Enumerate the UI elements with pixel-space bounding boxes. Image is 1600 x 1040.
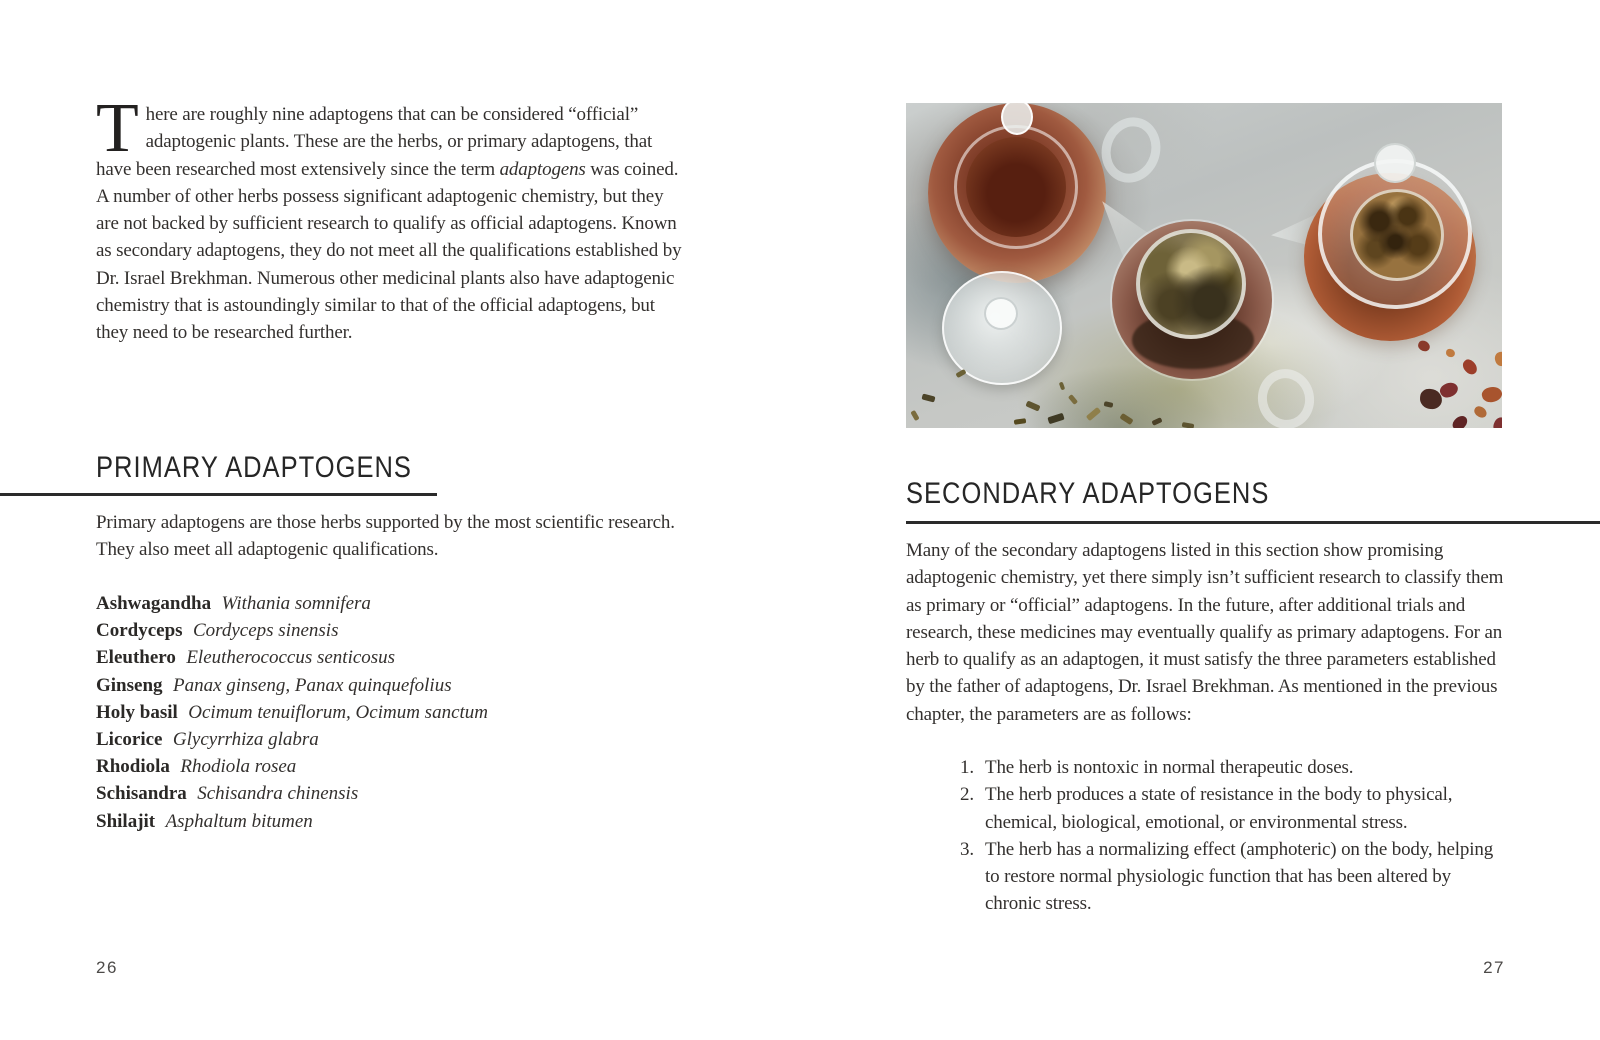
parameter-text: The herb has a normalizing effect (amphoteric) on the body, helping to restore normal physiologic function that has been altered by chronic stress.	[985, 838, 1494, 915]
rose-petal	[1460, 357, 1480, 377]
herb-scatter	[1059, 382, 1065, 391]
list-item	[96, 590, 686, 617]
rose-petal	[1492, 416, 1502, 428]
herb-name: Ashwagandha	[96, 593, 212, 614]
herb-name: Ginseng	[96, 674, 163, 696]
herb-latin-name: Rhodiola rosea	[180, 756, 297, 778]
primary-section-intro: Primary adaptogens are those herbs supported by the most scientific research. They also meet all adaptogenic qualifications.	[96, 512, 675, 561]
herb-name: Holy basil	[96, 701, 178, 723]
teapot-left-tea	[966, 137, 1066, 237]
herb-scatter	[1119, 413, 1133, 425]
teapot-right-knob	[1374, 143, 1416, 183]
rose-petal	[1472, 405, 1488, 420]
herb-name: Schisandra	[96, 783, 187, 805]
herb-latin-name: Withania somnifera	[221, 593, 371, 614]
herb-scatter	[1104, 401, 1114, 408]
parameter-text: The herb is nontoxic in normal therapeutic doses.	[985, 757, 1354, 778]
primary-herb-list	[96, 590, 686, 835]
page-number-left: 26	[96, 958, 118, 977]
teapots-photo	[906, 103, 1502, 428]
rose-petal	[1493, 350, 1502, 367]
teapot-center-handle	[1252, 364, 1319, 428]
herb-latin-name: Panax ginseng, Panax quinquefolius	[172, 674, 452, 696]
parameters-list	[906, 754, 1506, 918]
herb-latin-name: Eleutherococcus senticosus	[186, 647, 396, 669]
glass-lid-knob	[984, 297, 1018, 330]
herb-scatter	[1047, 413, 1064, 425]
list-item	[96, 808, 686, 835]
herb-scatter	[1086, 407, 1101, 421]
intro-text-start: here are roughly nine adaptogens that can be considered “official” adaptogenic plants. These are the herbs, or primary adaptogens, that have been researched most extensively since the term	[96, 104, 653, 180]
herb-scatter	[955, 369, 966, 378]
parameter-number: 1.	[960, 757, 974, 778]
teapot-center-herbs	[1136, 229, 1246, 339]
secondary-section-body: Many of the secondary adaptogens listed in this section show promising adaptogenic chemistry, yet there simply isn’t sufficient research to classify them as primary or “official” adaptogens. In the future, after additional trials and research, these medicines may eventually qualify as primary adaptogens. For an herb to qualify as an adaptogen, it must satisfy the three parameters established by the father of adaptogens, Dr. Israel Brekhman. As mentioned in the previous chapter, the parameters are as follows:	[906, 540, 1504, 725]
drop-cap: T	[96, 90, 139, 167]
primary-heading-rule	[0, 493, 437, 496]
list-item	[96, 780, 686, 807]
primary-adaptogens-heading: PRIMARY ADAPTOGENS	[96, 451, 412, 484]
list-item	[96, 672, 686, 699]
parameter-text: The herb produces a state of resistance in the body to physical, chemical, biological, emotional, or environmental stress.	[985, 784, 1453, 833]
intro-text-end: was coined. A number of other herbs possess significant adaptogenic chemistry, but they are not backed by sufficient research to qualify as official adaptogens. Known as secondary adaptogens, they do not meet all the qualifications established by Dr. Israel Brekhman. Numerous other medicinal plants also have adaptogenic chemistry that is astoundingly similar to that of the official adaptogens, but they need to be researched further.	[96, 158, 682, 344]
herb-scatter	[1151, 417, 1162, 426]
parameter-number: 2.	[960, 784, 974, 806]
list-item	[96, 644, 686, 671]
rose-petal	[1480, 385, 1502, 405]
list-item	[950, 754, 1506, 781]
herb-name: Eleuthero	[96, 647, 176, 669]
herb-latin-name: Cordyceps sinensis	[193, 620, 339, 642]
page-number-right: 27	[1483, 958, 1505, 977]
intro-paragraph	[96, 90, 682, 347]
herb-name: Shilajit	[96, 810, 156, 832]
list-item	[96, 726, 686, 753]
parameter-number: 3.	[960, 838, 974, 860]
list-item	[96, 617, 686, 644]
herb-latin-name: Asphaltum bitumen	[165, 810, 313, 832]
teapot-right-herbs	[1350, 189, 1444, 281]
herb-name: Rhodiola	[96, 756, 170, 778]
herb-scatter	[1025, 400, 1040, 411]
herb-name: Cordyceps	[96, 620, 183, 642]
intro-term-italic: adaptogens	[499, 158, 586, 180]
herb-scatter	[1014, 418, 1027, 425]
herb-scatter	[1068, 394, 1078, 405]
secondary-adaptogens-heading: SECONDARY ADAPTOGENS	[906, 477, 1270, 510]
herb-latin-name: Schisandra chinensis	[197, 783, 359, 805]
rose-petal	[1445, 348, 1455, 357]
list-item	[950, 781, 1506, 836]
list-item	[96, 699, 686, 726]
herb-name: Licorice	[96, 729, 163, 751]
list-item	[950, 836, 1506, 918]
herb-latin-name: Ocimum tenuiflorum, Ocimum sanctum	[188, 701, 489, 723]
herb-scatter	[910, 410, 919, 421]
herb-scatter	[921, 393, 935, 402]
herb-latin-name: Glycyrrhiza glabra	[172, 729, 319, 751]
list-item	[96, 753, 686, 780]
rose-petal	[1417, 339, 1432, 353]
secondary-heading-rule	[906, 521, 1600, 524]
rose-petal	[1450, 413, 1469, 428]
herb-scatter	[1182, 422, 1195, 428]
